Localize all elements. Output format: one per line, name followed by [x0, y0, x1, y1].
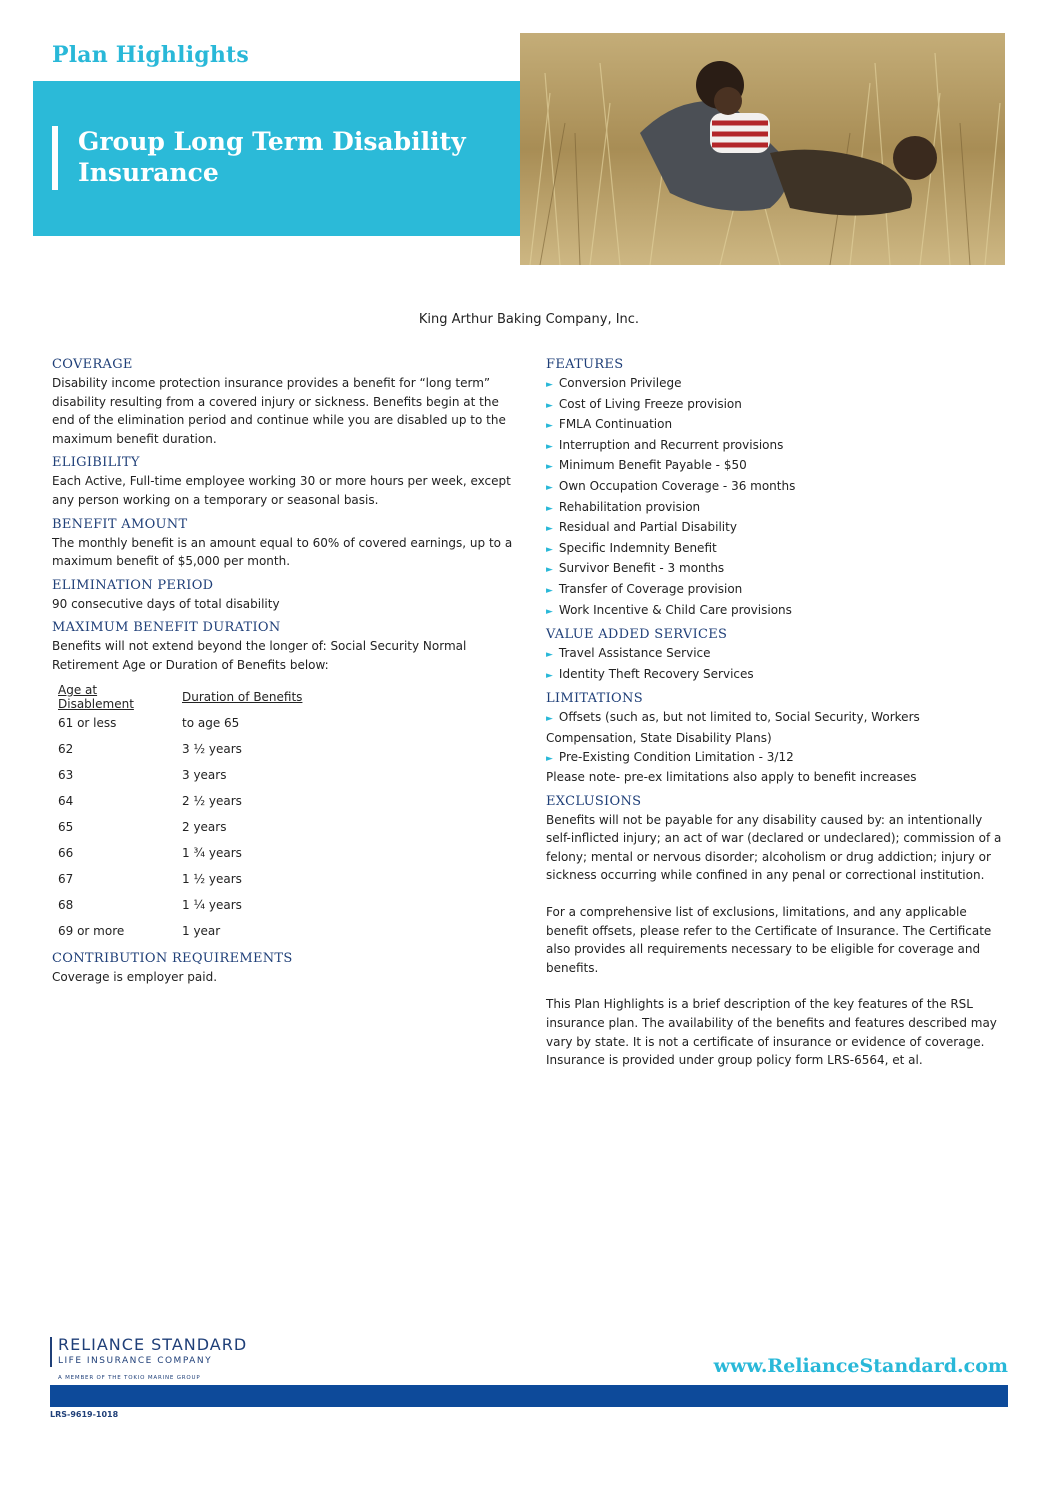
age-cell: 63: [58, 768, 74, 783]
hero-photo: [520, 33, 1005, 265]
value-added-list: [546, 644, 1008, 685]
features-heading: FEATURES: [546, 357, 624, 372]
logo-main-text: RELIANCE STANDARD: [58, 1335, 248, 1354]
duration-cell: 2 ½ years: [182, 794, 242, 809]
triangle-bullet-icon: ►: [546, 524, 553, 535]
eligibility-text: Each Active, Full-time employee working 30 or more hours per week, except any person working on a temporary or seasonal basis.: [52, 474, 511, 507]
duration-table-header: [58, 683, 308, 711]
website-link[interactable]: www.RelianceStandard.com: [713, 1355, 1008, 1377]
disclaimer-text: This Plan Highlights is a brief description of the key features of the RSL insurance plan. The availability of the benefits and features described may vary by state. It is not a certificate of insurance or evidence of coverage. Insurance is provided under group policy form LRS-6564, et al.: [546, 997, 997, 1068]
duration-cell: 2 years: [182, 820, 227, 835]
duration-column-header: Duration of Benefits: [182, 689, 303, 704]
document-title: [78, 126, 508, 188]
triangle-bullet-icon: ►: [546, 753, 553, 764]
limitations-note: Please note- pre-ex limitations also apply to benefit increases: [546, 770, 917, 785]
list-item: ► Transfer of Coverage provision: [546, 581, 743, 596]
list-item: ► Rehabilitation provision: [546, 499, 701, 514]
table-row: [58, 736, 308, 762]
list-item: ► Cost of Living Freeze provision: [546, 396, 742, 411]
triangle-bullet-icon: ►: [546, 565, 553, 576]
duration-cell: 1 year: [182, 923, 221, 938]
footer-band: [50, 1385, 1008, 1407]
elimination-period-text: 90 consecutive days of total disability: [52, 596, 280, 611]
age-cell: 65: [58, 820, 74, 835]
duration-cell: to age 65: [182, 716, 240, 731]
limitations-heading: LIMITATIONS: [546, 691, 643, 707]
list-item: ► Identity Theft Recovery Services: [546, 666, 754, 681]
value-added-heading: VALUE ADDED SERVICES: [546, 627, 728, 643]
logo-tagline: A MEMBER OF THE TOKIO MARINE GROUP: [58, 1375, 201, 1381]
age-cell: 64: [58, 794, 74, 809]
triangle-bullet-icon: ►: [546, 606, 553, 617]
limitations-list: [546, 708, 1008, 768]
triangle-bullet-icon: ►: [546, 650, 553, 661]
age-cell: 68: [58, 897, 74, 912]
triangle-bullet-icon: ►: [546, 421, 553, 432]
triangle-bullet-icon: ►: [546, 462, 553, 473]
table-row: [58, 918, 308, 944]
duration-cell: 1 ¾ years: [182, 845, 242, 860]
features-list: [546, 374, 1008, 621]
list-item: ► Residual and Partial Disability: [546, 520, 737, 535]
table-row: [58, 762, 308, 788]
eligibility-heading: ELIGIBILITY: [52, 455, 140, 471]
list-item: ► Conversion Privilege: [546, 376, 682, 390]
list-item: ► Survivor Benefit - 3 months: [546, 561, 725, 576]
list-item: ► Minimum Benefit Payable - $50: [546, 458, 747, 473]
exclusions-text: Benefits will not be payable for any disability caused by: an intentionally self-inflicted injury; an act of war (declared or undeclared); commission of a felony; mental or nervous disorder; alcoholism or drug addiction; injury or sickness occurring while confined in any penal or correctional institution.: [546, 812, 1002, 883]
age-cell: 66: [58, 845, 74, 860]
exclusions-heading: EXCLUSIONS: [546, 793, 642, 809]
logo-bar: [50, 1337, 52, 1367]
benefit-amount-text: The monthly benefit is an amount equal to 60% of covered earnings, up to a maximum benefit of $5,000 per month.: [52, 535, 513, 569]
triangle-bullet-icon: ►: [546, 380, 553, 390]
title-accent-bar: [52, 126, 58, 190]
max-benefit-duration-heading: MAXIMUM BENEFIT DURATION: [52, 620, 281, 636]
age-cell: 69 or more: [58, 923, 125, 938]
coverage-text: Disability income protection insurance provides a benefit for “long term” disability resulting from a covered injury or sickness. Benefits begin at the end of the elimination period and continue while you are disabled up to the maximum benefit duration.: [52, 376, 506, 446]
age-cell: 61 or less: [58, 716, 117, 731]
contribution-heading: CONTRIBUTION REQUIREMENTS: [52, 950, 293, 966]
contribution-text: Coverage is employer paid.: [52, 969, 218, 984]
duration-cell: 1 ½ years: [182, 871, 242, 886]
benefit-amount-heading: BENEFIT AMOUNT: [52, 516, 188, 532]
duration-table: [58, 683, 308, 944]
age-column-header: Age at Disablement: [58, 682, 134, 711]
table-row: [58, 840, 308, 866]
list-item: ► Interruption and Recurrent provisions: [546, 437, 784, 452]
plan-highlights-label: Plan Highlights: [52, 42, 249, 68]
comprehensive-note: For a comprehensive list of exclusions, limitations, and any applicable benefit offsets, please refer to the Certificate of Insurance. The Certificate also provides all requirements necessary to be eligible for coverage and benefits.: [546, 905, 992, 975]
triangle-bullet-icon: ►: [546, 544, 553, 555]
table-row: [58, 866, 308, 892]
elimination-period-heading: ELIMINATION PERIOD: [52, 577, 214, 593]
table-row: [58, 892, 308, 918]
max-benefit-duration-text: Benefits will not extend beyond the longer of: Social Security Normal Retirement Age or Duration of Benefits below:: [52, 639, 467, 672]
triangle-bullet-icon: ►: [546, 482, 553, 493]
triangle-bullet-icon: ►: [546, 714, 553, 725]
company-name: King Arthur Baking Company, Inc.: [418, 312, 640, 327]
form-code: LRS-9619-1018: [50, 1410, 119, 1419]
coverage-heading: COVERAGE: [52, 357, 133, 372]
list-item: ► Pre-Existing Condition Limitation - 3/12: [546, 749, 794, 764]
table-row: [58, 711, 308, 737]
triangle-bullet-icon: ►: [546, 441, 553, 452]
title-line-2: Insurance: [78, 158, 219, 187]
list-item: ► Own Occupation Coverage - 36 months: [546, 478, 796, 493]
title-line-1: Group Long Term Disability: [78, 127, 466, 156]
age-cell: 67: [58, 871, 74, 886]
triangle-bullet-icon: ►: [546, 503, 553, 514]
left-column: [52, 356, 517, 992]
duration-cell: 3 years: [182, 768, 227, 783]
triangle-bullet-icon: ►: [546, 670, 553, 681]
triangle-bullet-icon: ►: [546, 585, 553, 596]
table-row: [58, 814, 308, 840]
triangle-bullet-icon: ►: [546, 400, 553, 411]
age-cell: 62: [58, 742, 74, 757]
table-row: [58, 788, 308, 814]
hero-photo-illustration: [520, 33, 1005, 265]
list-item: ► Specific Indemnity Benefit: [546, 540, 717, 555]
logo-sub-text: LIFE INSURANCE COMPANY: [58, 1356, 213, 1366]
list-item: ► FMLA Continuation: [546, 417, 673, 432]
list-item: ► Travel Assistance Service: [546, 646, 711, 661]
duration-cell: 3 ½ years: [182, 742, 242, 757]
right-column: [546, 356, 1008, 1076]
duration-cell: 1 ¼ years: [182, 897, 242, 912]
list-item: ► Work Incentive & Child Care provisions: [546, 602, 792, 617]
list-item: ► Offsets (such as, but not limited to, Social Security, Workers Compensation, State Disability Plans): [546, 710, 920, 745]
